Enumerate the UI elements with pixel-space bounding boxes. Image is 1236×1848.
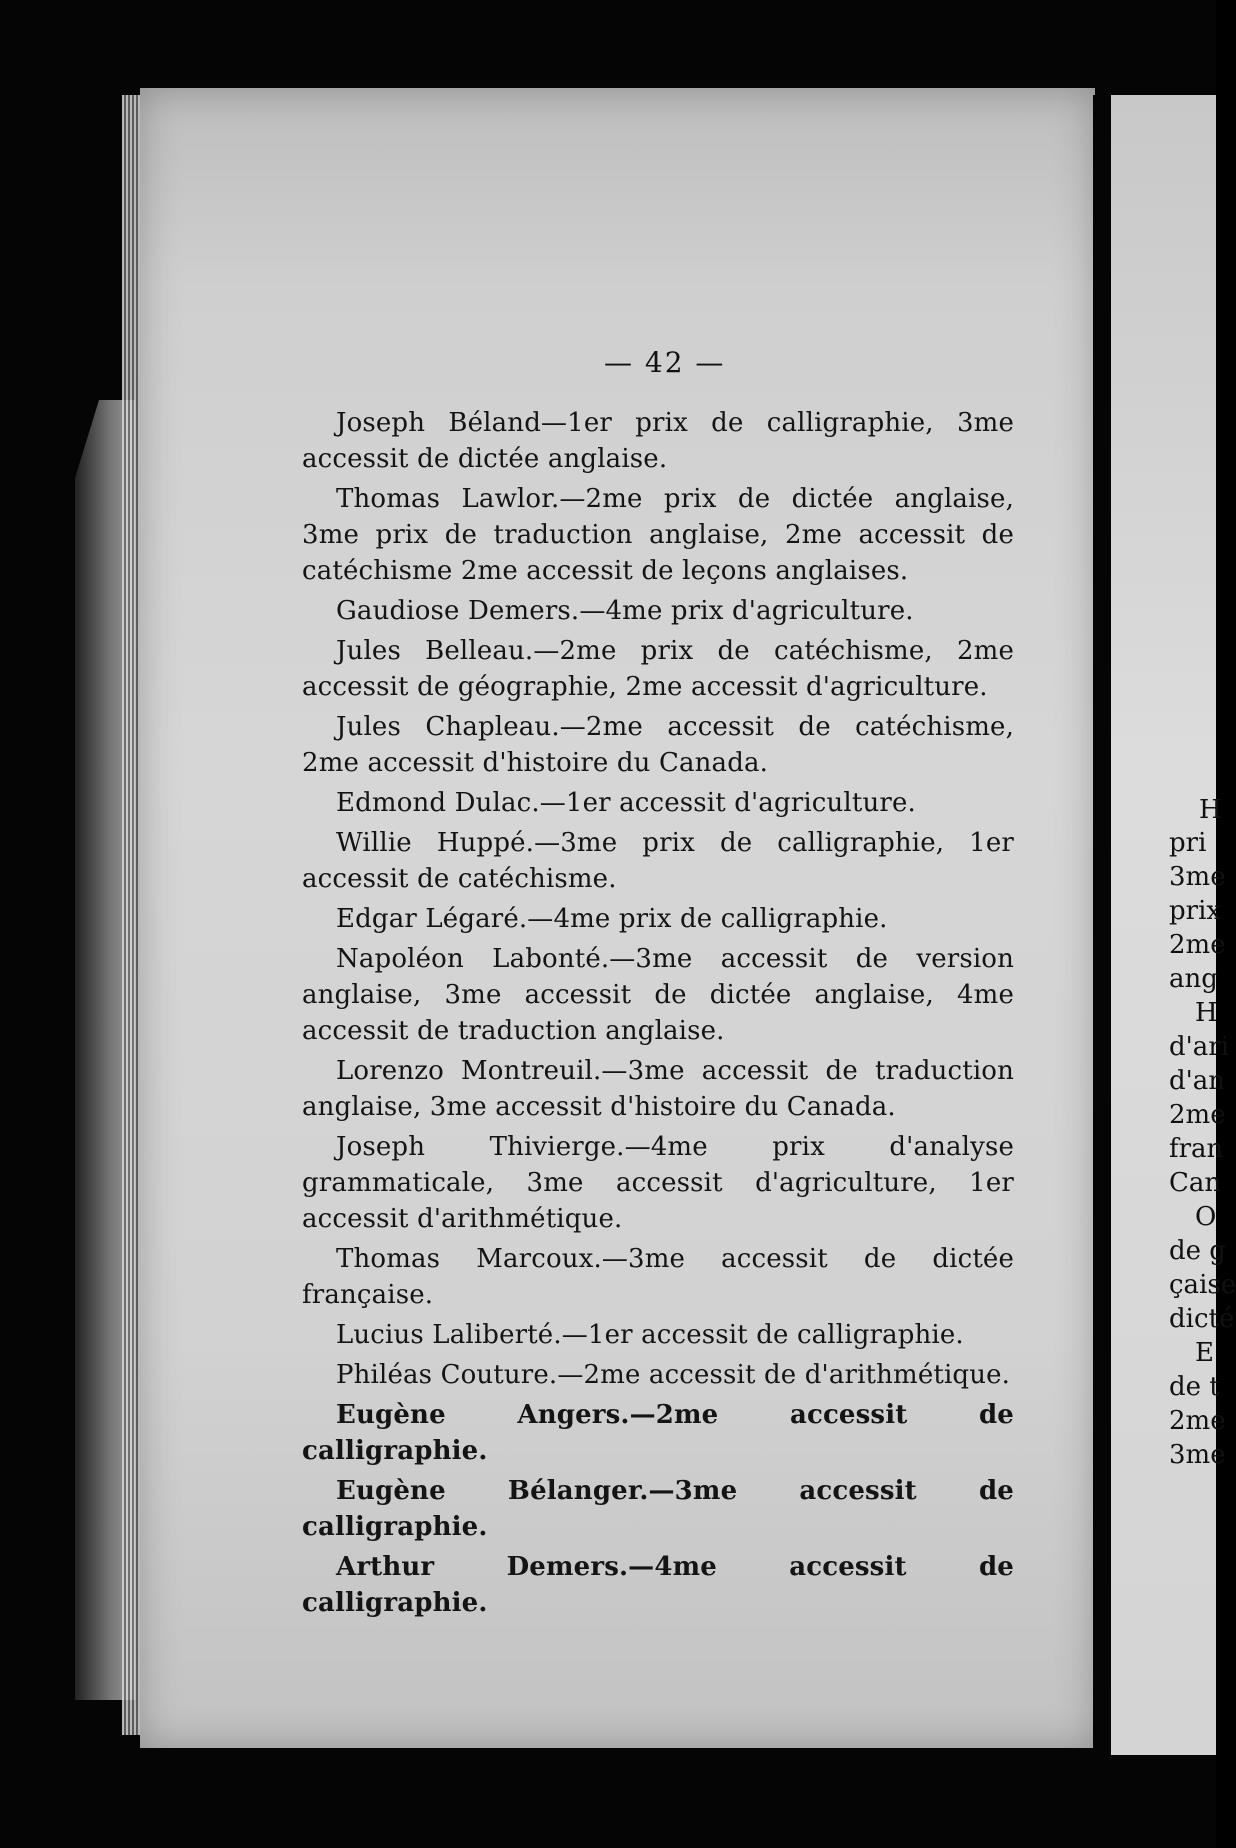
- facing-page-fragment: 2me: [1169, 1406, 1226, 1436]
- facing-page-fragment: 2me: [1169, 1100, 1226, 1130]
- facing-page: [1111, 95, 1236, 1755]
- facing-page-fragment: çaise: [1169, 1270, 1236, 1300]
- facing-page-fragment: E: [1195, 1338, 1214, 1368]
- facing-page-fragment: d'an: [1169, 1066, 1226, 1096]
- facing-page-fragment: dicté: [1169, 1304, 1235, 1334]
- award-entry: Napoléon Labonté.—3me accessit de version anglaise, 3me accessit de dictée anglaise, 4me accessit de traduction anglaise.: [302, 944, 1014, 1046]
- facing-page-fragment: fran: [1169, 1134, 1224, 1164]
- facing-page-fragment: 3me: [1169, 1440, 1226, 1470]
- facing-page-fragment: 2me: [1169, 930, 1226, 960]
- facing-page-fragment: de g: [1169, 1236, 1226, 1266]
- award-entry: Willie Huppé.—3me prix de calligraphie, 1er accessit de catéchisme.: [302, 828, 1014, 894]
- facing-page-fragment: H: [1199, 795, 1222, 825]
- facing-page-fragment: O: [1195, 1202, 1217, 1232]
- page-text-block: [302, 405, 1014, 1625]
- facing-page-fragment: prix: [1169, 896, 1222, 926]
- award-entry: Lorenzo Montreuil.—3me accessit de traduction anglaise, 3me accessit d'histoire du Canada.: [302, 1056, 1014, 1122]
- award-entry: Edgar Légaré.—4me prix de calligraphie.: [336, 904, 888, 934]
- award-entry: Jules Chapleau.—2me accessit de catéchisme, 2me accessit d'histoire du Canada.: [302, 712, 1014, 778]
- award-entry: Joseph Béland—1er prix de calligraphie, 3me accessit de dictée anglaise.: [302, 408, 1014, 474]
- facing-page-fragment: d'ari: [1169, 1032, 1230, 1062]
- facing-page-fragment: 3me: [1169, 862, 1226, 892]
- page-number: — 42 —: [604, 346, 726, 379]
- award-entry: Eugène Bélanger.—3me accessit de calligraphie.: [302, 1476, 1014, 1542]
- award-entry: Arthur Demers.—4me accessit de calligraphie.: [302, 1552, 1014, 1618]
- award-entry: Thomas Lawlor.—2me prix de dictée anglaise, 3me prix de traduction anglaise, 2me accessit de catéchisme 2me accessit de leçons anglaises.: [302, 484, 1014, 586]
- facing-page-fragment: ang: [1169, 964, 1218, 994]
- award-entry: Lucius Laliberté.—1er accessit de calligraphie.: [336, 1320, 964, 1350]
- award-entry: Thomas Marcoux.—3me accessit de dictée française.: [302, 1244, 1014, 1310]
- book-page-edges: [122, 95, 142, 1735]
- award-entry: Philéas Couture.—2me accessit de d'arithmétique.: [336, 1360, 1011, 1390]
- facing-page-fragment: pri: [1169, 828, 1207, 858]
- facing-page-fragment: Can: [1169, 1168, 1222, 1198]
- book-gutter: [1093, 95, 1111, 1755]
- award-entry: Gaudiose Demers.—4me prix d'agriculture.: [336, 596, 914, 626]
- award-entry: Eugène Angers.—2me accessit de calligraphie.: [302, 1400, 1014, 1466]
- award-entry: Jules Belleau.—2me prix de catéchisme, 2me accessit de géographie, 2me accessit d'agriculture.: [302, 636, 1014, 702]
- award-entry: Joseph Thivierge.—4me prix d'analyse grammaticale, 3me accessit d'agriculture, 1er accessit d'arithmétique.: [302, 1132, 1014, 1234]
- facing-page-fragment: de t: [1169, 1372, 1220, 1402]
- award-entry: Edmond Dulac.—1er accessit d'agriculture.: [336, 788, 916, 818]
- facing-page-fragment: H: [1195, 998, 1218, 1028]
